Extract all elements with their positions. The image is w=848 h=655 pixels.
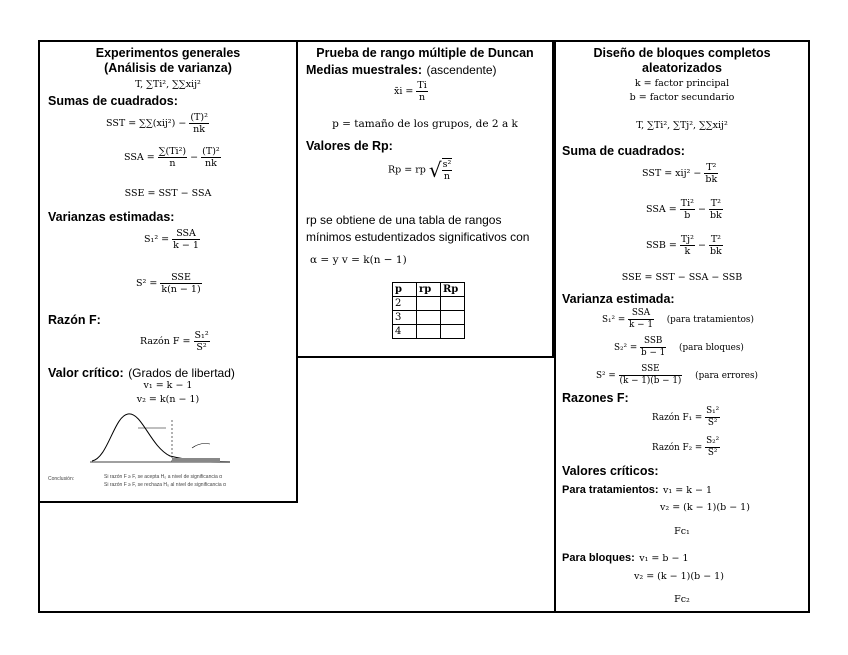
section-general-experiments xyxy=(40,42,298,503)
blocks-v1-line: Para bloques: v₁ = b − 1 xyxy=(562,552,689,564)
sample-mean-formula: x̄i = $\frac{Ti}{n}$ xyxy=(394,80,427,103)
sse-formula: SSE = SST − SSA − SSB xyxy=(621,272,743,283)
treatments-v2-line: v₂ = (k − 1)(b − 1) xyxy=(660,502,750,513)
cell-p: 2 xyxy=(393,297,417,311)
f2-formula: Razón F₂ = $\frac{\text{S₂²}}{\text{S²}}$ xyxy=(652,436,720,458)
figure-caption-line2: Si razón F ≥ F, se rechaza H₀ al nivel de significancia α xyxy=(104,482,226,488)
sst-formula: SST = ∑∑(xij²) − $\frac{\text{(T)²}}{nk}$ xyxy=(106,112,208,135)
header-rp: rp xyxy=(417,283,441,297)
alpha-v-line: α = y v = k(n − 1) xyxy=(310,254,407,266)
section-duncan-test xyxy=(298,42,554,358)
section-title: Experimentos generales xyxy=(95,46,241,60)
ssb-formula: SSB = $\frac{\text{Tj²}}{k}$ − $\frac{\text{T²}}{bk}$ xyxy=(646,234,722,257)
cell-Rp xyxy=(441,297,465,311)
critical-value-line: Valor crítico: (Grados de libertad) xyxy=(48,366,235,380)
totals-formula: T, ∑Ti², ∑Tj², ∑∑xij² xyxy=(636,120,728,131)
b-definition: b = factor secundario xyxy=(629,92,735,103)
cell-Rp xyxy=(441,325,465,339)
rp-description-line2: mínimos estudentizados significativos con xyxy=(306,230,530,244)
sums-heading: Suma de cuadrados: xyxy=(562,144,685,158)
s2-formula: S² = $\frac{\text{SSE}}{k(n - 1)}$ xyxy=(136,272,201,295)
rejection-arrow xyxy=(192,444,210,449)
f1-formula: Razón F₁ = $\frac{\text{S₁²}}{\text{S²}}$ xyxy=(652,406,720,428)
section-subtitle: (Análisis de varianza) xyxy=(104,61,232,75)
f-ratio-formula: Razón F = $\frac{\text{S₁²}}{\text{S²}}$ xyxy=(140,330,209,353)
s-formula: S² = $\frac{\text{SSE}}{(k - 1)(b - 1)}$ (para errores) xyxy=(596,364,758,386)
group-size-definition: p = tamaño de los grupos, de 2 a k xyxy=(332,118,518,130)
s1-formula: S₁² = $\frac{\text{SSA}}{k - 1}$ xyxy=(144,228,199,251)
blocks-v2-line: v₂ = (k − 1)(b − 1) xyxy=(634,571,724,582)
section-title: Prueba de rango múltiple de Duncan xyxy=(316,46,534,60)
cell-rp xyxy=(417,325,441,339)
table-header-row xyxy=(393,283,465,297)
sums-heading: Sumas de cuadrados: xyxy=(48,94,178,108)
variances-heading: Varianzas estimadas: xyxy=(48,210,175,224)
formula-sheet xyxy=(38,40,810,613)
variance-heading: Varianza estimada: xyxy=(562,292,675,306)
rp-description-line1: rp se obtiene de una tabla de rangos xyxy=(306,213,502,227)
treatments-v1-line: Para tratamientos: v₁ = k − 1 xyxy=(562,484,713,496)
f-ratios-heading: Razones F: xyxy=(562,391,629,405)
s2-formula: S₂² = $\frac{\text{SSB}}{b - 1}$ (para bloques) xyxy=(614,336,744,358)
sse-formula: SSE = SST − SSA xyxy=(124,188,212,199)
treatments-critical-f: Fc₁ xyxy=(674,526,690,537)
v1-formula: v₁ = k − 1 xyxy=(143,380,193,391)
rp-heading: Valores de Rp: xyxy=(306,139,393,153)
duncan-rp-table xyxy=(392,282,465,339)
density-curve xyxy=(92,414,230,462)
cell-rp xyxy=(417,297,441,311)
section-randomized-block-design xyxy=(554,42,808,611)
table-row xyxy=(393,297,465,311)
sst-formula: SST = xij² − $\frac{\text{T²}}{bk}$ xyxy=(642,162,718,185)
ssa-formula: SSA = $\frac{\text{∑(Ti²)}}{n}$ − $\frac{\text{(T)²}}{nk}$ xyxy=(124,146,220,169)
cell-rp xyxy=(417,311,441,325)
k-definition: k = factor principal xyxy=(634,78,730,89)
cell-p: 3 xyxy=(393,311,417,325)
section-title: Diseño de bloques completos xyxy=(593,46,771,60)
rp-formula: Rp = rp √ $\frac{\text{s²}}{n}$ xyxy=(388,158,452,182)
header-Rp: Rp xyxy=(441,283,465,297)
table-row xyxy=(393,325,465,339)
totals-formula: T, ∑Ti², ∑∑xij² xyxy=(135,79,201,90)
header-p: p xyxy=(393,283,417,297)
s1-formula: S₁² = $\frac{\text{SSA}}{k - 1}$ (para tratamientos) xyxy=(602,308,754,330)
v2-formula: v₂ = k(n − 1) xyxy=(136,394,200,405)
cell-p: 4 xyxy=(393,325,417,339)
f-distribution-curve-figure xyxy=(80,406,280,471)
medias-line: Medias muestrales: (ascendente) xyxy=(306,63,497,77)
figure-caption-line1: Si razón F ≥ F, se acepta H₀ a nivel de significancia α xyxy=(104,474,223,480)
blocks-critical-f: Fc₂ xyxy=(674,594,690,605)
f-ratio-heading: Razón F: xyxy=(48,313,101,327)
table-row xyxy=(393,311,465,325)
cell-Rp xyxy=(441,311,465,325)
figure-caption-label: Conclusión: xyxy=(48,476,75,482)
critical-values-heading: Valores críticos: xyxy=(562,464,659,478)
rejection-region xyxy=(172,458,220,462)
ssa-formula: SSA = $\frac{\text{Ti²}}{b}$ − $\frac{\text{T²}}{bk}$ xyxy=(646,198,722,221)
section-subtitle: aleatorizados xyxy=(642,61,722,75)
